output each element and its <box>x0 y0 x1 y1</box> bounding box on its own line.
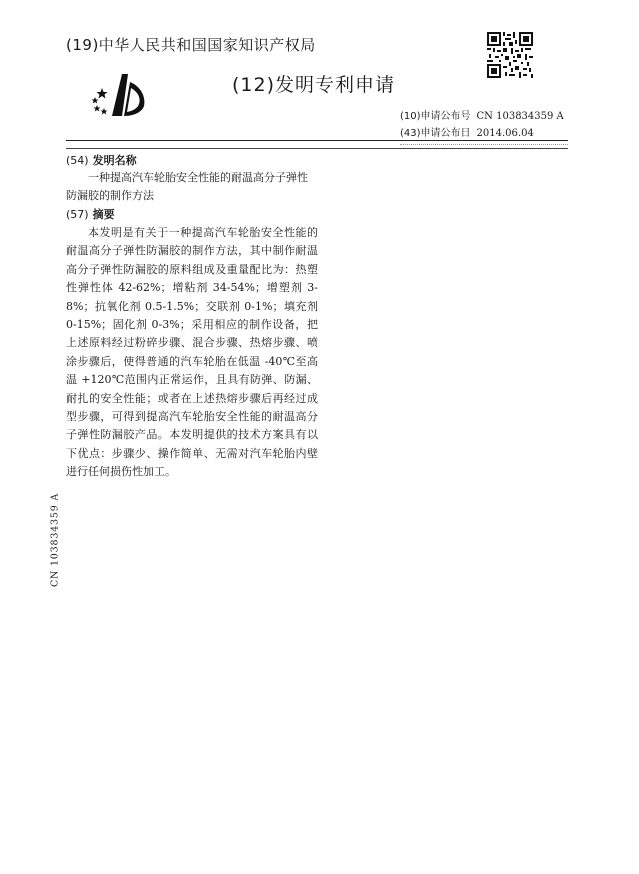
abstract-text: 本发明是有关于一种提高汽车轮胎安全性能的耐温高分子弹性防漏胶的制作方法，其中制作耐温高分子弹性防漏胶的原料组成及重量配比为：热塑性弹性体 42-62%；增粘剂 34-54%；增塑剂 3-8%；抗氧化剂 0.5-1.5%；交联剂 0-1%；填充剂 0-15%；固化剂 0-3%；采用相应的制作设备，把上述原料经过粉碎步骤、混合步骤、热熔步骤、喷涂步骤后，使得普通的汽车轮胎在低温 -40℃至高温 +120℃范围内正常运作，且具有防弹、防漏、耐扎的安全性能；或者在上述热熔步骤后再经过成型步骤，可得到提高汽车轮胎安全性能的耐温高分子弹性防漏胶产品。本发明提供的技术方案具有以下优点：步骤少、操作简单、无需对汽车轮胎内壁进行任何损伤性加工。 <box>66 226 318 479</box>
invention-title: 一种提高汽车轮胎安全性能的耐温高分子弹性防漏胶的制作方法 <box>66 171 308 202</box>
publication-date-value: 2014.06.04 <box>476 128 534 139</box>
title-section-heading <box>66 152 137 168</box>
title-section-number: (54) <box>66 154 89 167</box>
qr-code <box>487 32 533 78</box>
abstract-section-label: 摘要 <box>92 208 115 221</box>
publication-date-row <box>400 124 534 139</box>
title-section-label: 发明名称 <box>92 154 137 167</box>
abstract-section-heading <box>66 206 115 222</box>
header-divider <box>66 140 568 141</box>
patent-office-logo <box>88 68 148 118</box>
publication-number-value: CN 103834359 A <box>476 111 564 122</box>
side-publication-id <box>49 492 61 588</box>
document-type-title: (12)发明专利申请 <box>232 74 396 96</box>
publication-date-label: (43)申请公布日 <box>400 128 471 139</box>
publication-number-row <box>400 107 564 122</box>
abstract-section-number: (57) <box>66 208 89 221</box>
scan-speckle <box>400 144 568 147</box>
header-divider-secondary <box>66 148 568 149</box>
patent-office-name: (19)中华人民共和国国家知识产权局 <box>66 36 316 54</box>
publication-number-label: (10)申请公布号 <box>400 111 471 122</box>
side-publication-id-text: CN 103834359 A <box>49 492 61 588</box>
